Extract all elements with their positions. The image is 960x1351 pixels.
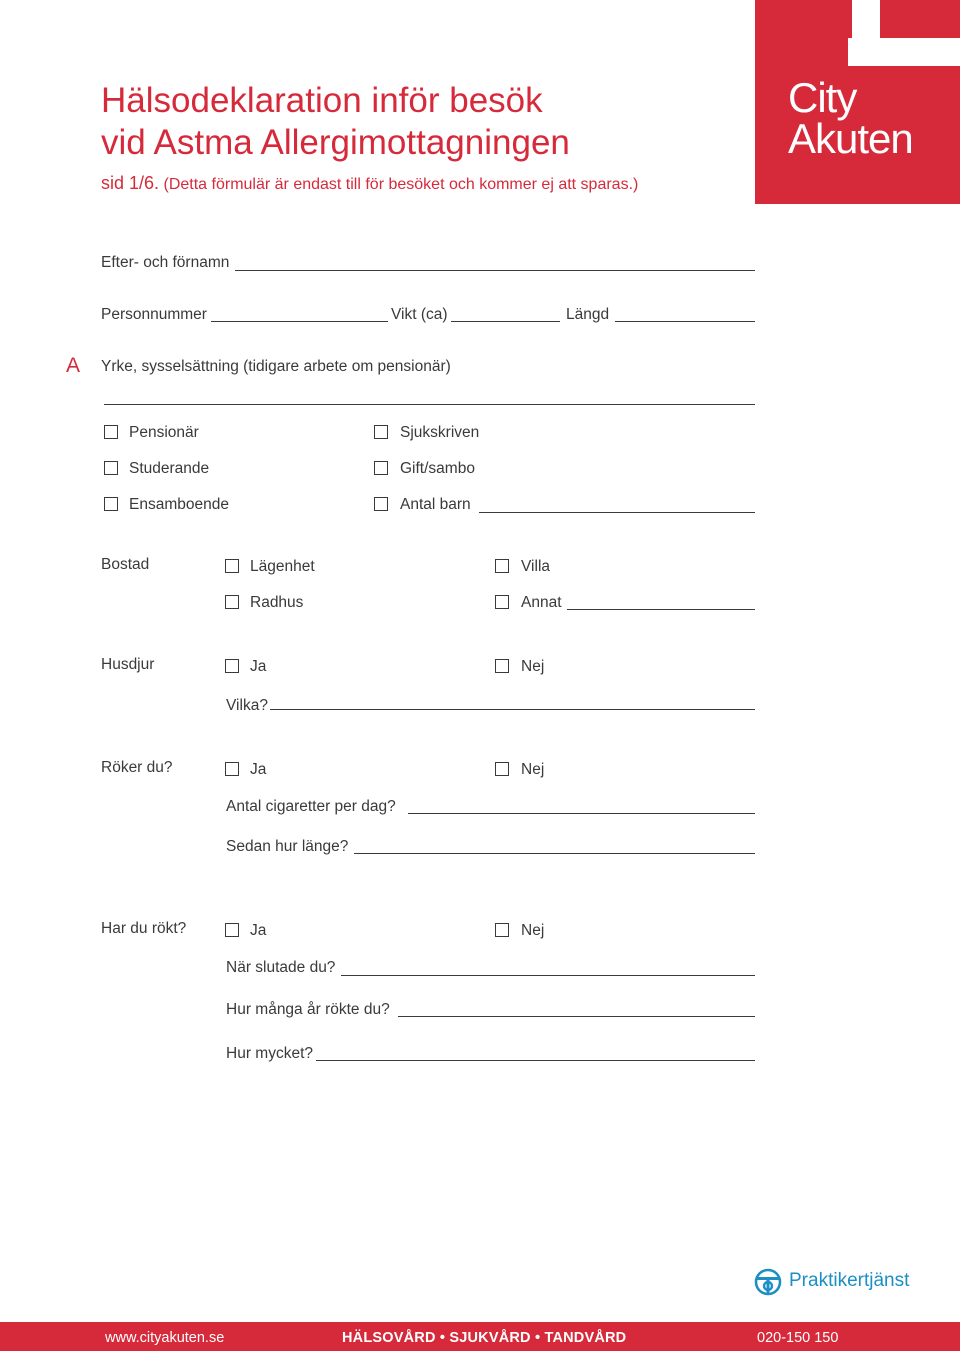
checkbox-sjukskriven[interactable] [374, 425, 388, 439]
mycket-label: Hur mycket? [226, 1045, 313, 1062]
swiss-cross-bar [848, 38, 960, 66]
checkbox-husdjur-nej[interactable] [495, 659, 509, 673]
form-note: (Detta förmulär är endast till för besöket och kommer ej att sparas.) [163, 176, 639, 193]
slutade-label: När slutade du? [226, 959, 336, 976]
checkbox-pensionar[interactable] [104, 425, 118, 439]
mycket-field[interactable] [316, 1060, 755, 1061]
annat-label: Annat [521, 594, 562, 611]
gift-label: Gift/sambo [400, 460, 475, 477]
pensionar-label: Pensionär [129, 424, 199, 441]
sedan-label: Sedan hur länge? [226, 838, 349, 855]
har-rokt-ja-label: Ja [250, 922, 267, 939]
roker-label: Röker du? [101, 759, 173, 776]
personnummer-label: Personnummer [101, 306, 207, 323]
villa-label: Villa [521, 558, 551, 575]
checkbox-villa[interactable] [495, 559, 509, 573]
checkbox-annat[interactable] [495, 595, 509, 609]
har-rokt-label: Har du rökt? [101, 920, 187, 937]
antal-barn-field[interactable] [479, 512, 755, 513]
weight-label: Vikt (ca) [391, 306, 448, 323]
height-field[interactable] [615, 321, 755, 322]
weight-field[interactable] [451, 321, 560, 322]
logo-word-akuten: Akuten [788, 115, 913, 162]
ensamboende-label: Ensamboende [129, 496, 229, 513]
annat-field[interactable] [567, 609, 755, 610]
roker-ja-label: Ja [250, 761, 267, 778]
checkbox-studerande[interactable] [104, 461, 118, 475]
form-title-line1: Hälsodeklaration inför besök [101, 81, 543, 120]
checkbox-roker-ja[interactable] [225, 762, 239, 776]
roker-nej-label: Nej [521, 761, 545, 778]
name-label: Efter- och förnamn [101, 254, 230, 271]
logo-word-city: City [788, 74, 857, 121]
height-label: Längd [566, 306, 610, 323]
name-field[interactable] [235, 270, 755, 271]
praktikertjanst-logo-icon [754, 1268, 782, 1296]
cigaretter-field[interactable] [408, 813, 755, 814]
husdjur-label: Husdjur [101, 656, 155, 673]
occupation-field[interactable] [104, 404, 755, 405]
occupation-question: Yrke, sysselsättning (tidigare arbete om pensionär) [101, 358, 451, 375]
footer-phone: 020-150 150 [757, 1330, 839, 1346]
checkbox-har-rokt-nej[interactable] [495, 923, 509, 937]
footer-services: HÄLSOVÅRD • SJUKVÅRD • TANDVÅRD [342, 1330, 627, 1346]
vilka-label: Vilka? [226, 697, 268, 714]
form-title-line2: vid Astma Allergimottagningen [101, 123, 570, 162]
bostad-label: Bostad [101, 556, 150, 573]
cigaretter-label: Antal cigaretter per dag? [226, 798, 396, 815]
praktikertjanst-wordmark: Praktikertjänst [789, 1270, 910, 1291]
lagenhet-label: Lägenhet [250, 558, 315, 575]
section-a-marker: A [66, 354, 81, 377]
radhus-label: Radhus [250, 594, 304, 611]
husdjur-nej-label: Nej [521, 658, 545, 675]
antal-barn-label: Antal barn [400, 496, 471, 513]
checkbox-ensamboende[interactable] [104, 497, 118, 511]
checkbox-gift[interactable] [374, 461, 388, 475]
slutade-field[interactable] [341, 975, 755, 976]
checkbox-husdjur-ja[interactable] [225, 659, 239, 673]
checkbox-antal-barn[interactable] [374, 497, 388, 511]
sjukskriven-label: Sjukskriven [400, 424, 480, 441]
personnummer-field[interactable] [211, 321, 388, 322]
checkbox-roker-nej[interactable] [495, 762, 509, 776]
page-label: sid 1/6. [101, 173, 160, 193]
har-rokt-nej-label: Nej [521, 922, 545, 939]
footer-website-link[interactable]: www.cityakuten.se [105, 1330, 225, 1346]
cityakuten-logo [755, 0, 960, 204]
husdjur-ja-label: Ja [250, 658, 267, 675]
checkbox-har-rokt-ja[interactable] [225, 923, 239, 937]
checkbox-lagenhet[interactable] [225, 559, 239, 573]
ar-label: Hur många år rökte du? [226, 1001, 390, 1018]
ar-field[interactable] [398, 1016, 755, 1017]
studerande-label: Studerande [129, 460, 210, 477]
form-subtitle [101, 173, 638, 194]
checkbox-radhus[interactable] [225, 595, 239, 609]
vilka-field[interactable] [270, 709, 755, 710]
sedan-field[interactable] [354, 853, 755, 854]
